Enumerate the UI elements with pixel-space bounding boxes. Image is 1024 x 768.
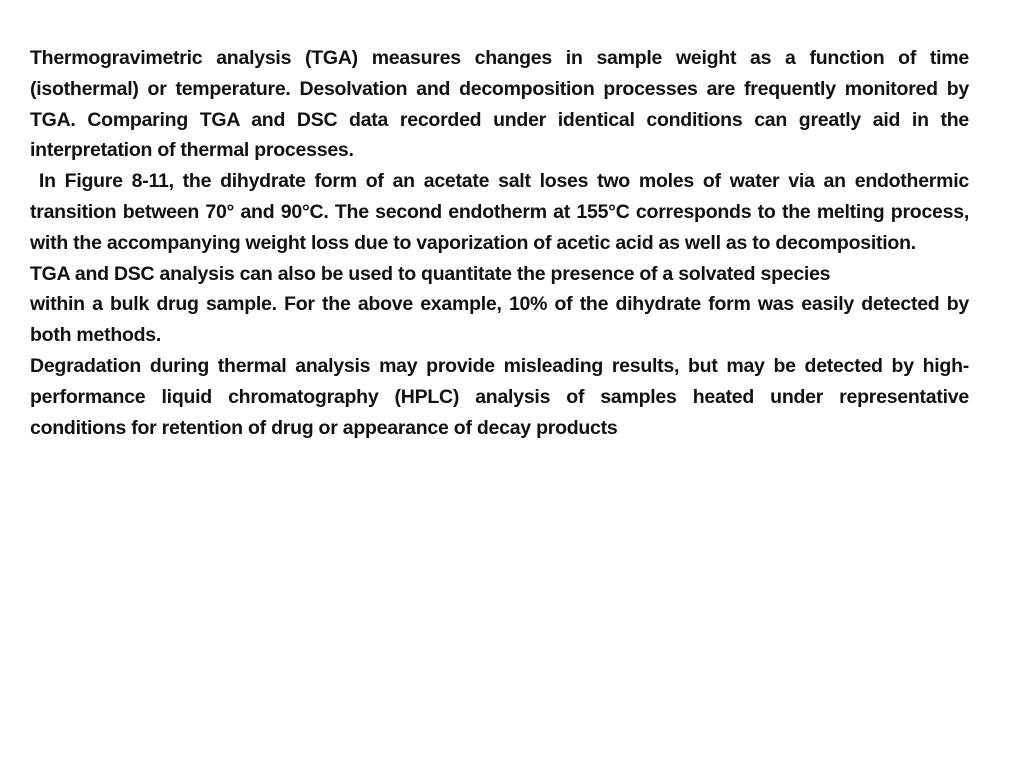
paragraph-degradation: Degradation during thermal analysis may provide misleading results, but may be detected by high-performance liquid chromatography (HPLC) analysis of samples heated under representative conditions for retention of drug or appearance of decay products	[30, 354, 969, 439]
paragraph-tga-definition: Thermogravimetric analysis (TGA) measures changes in sample weight as a function of time (isothermal) or temperature. Desolvation and decomposition processes are frequently monitored by TGA. Comparing TGA and DSC data recorded under identical conditions can greatly aid in the interpretation of thermal processes.	[30, 47, 975, 162]
slide-text-body	[30, 43, 975, 443]
paragraph-figure-8-11: In Figure 8-11, the dihydrate form of an acetate salt loses two moles of water via an endothermic transition between 70° and 90°C. The second endotherm at 155°C corresponds to the melting process, with the accompanying weight loss due to vaporization of acetic acid as well as to decomposition.	[30, 170, 975, 254]
paragraph-quantitation-line-1: TGA and DSC analysis can also be used to quantitate the presence of a solvated species	[30, 262, 831, 285]
paragraph-quantitation	[30, 259, 969, 351]
paragraph-quantitation-line-2: within a bulk drug sample. For the above example, 10% of the dihydrate form was easily detected by both methods.	[30, 293, 969, 347]
